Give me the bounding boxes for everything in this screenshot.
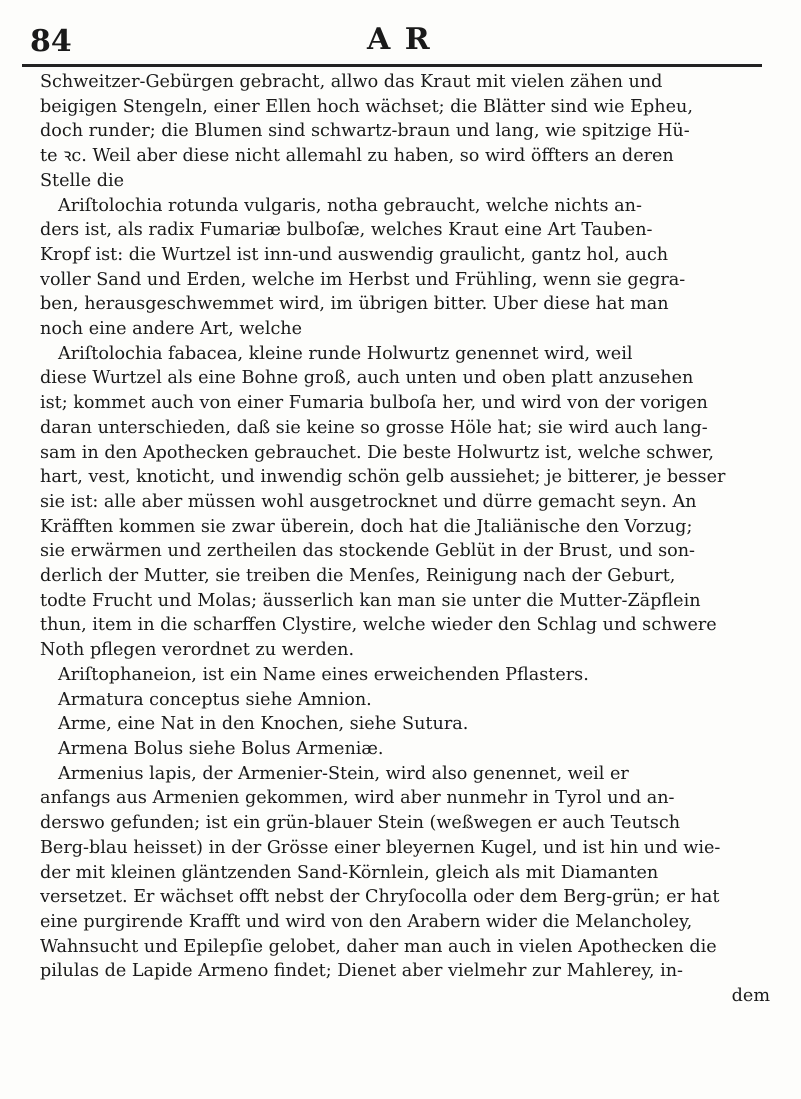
entry-line: Ariſtophaneion, ist ein Name eines erweichenden Pflasters. (58, 664, 589, 685)
running-head: A R (367, 22, 432, 57)
text-line: ders ist, als radix Fumariæ bulboſæ, welches Kraut eine Art Tauben- (40, 220, 653, 241)
entry-line: Ariſtolochia rotunda vulgaris, notha gebraucht, welche nichts an- (58, 195, 642, 216)
text-line: thun, item in die scharffen Clystire, welche wieder den Schlag und schwere (40, 615, 717, 636)
text-line: diese Wurtzel als eine Bohne groß, auch unten und oben platt anzusehen (40, 368, 694, 389)
text-line: noch eine andere Art, welche (40, 319, 303, 340)
text-line: te ꝛc. Weil aber diese nicht allemahl zu haben, so wird öffters an deren (40, 146, 674, 167)
body-text (40, 70, 770, 1009)
text-line: voller Sand und Erden, welche im Herbst und Frühling, wenn sie gegra- (40, 269, 686, 290)
text-line: eine purgirende Krafft und wird von den Arabern wider die Melancholey, (40, 911, 693, 932)
entry-line: Arme, eine Nat in den Knochen, siehe Sutura. (58, 714, 469, 735)
text-line: Wahnsucht und Epilepſie gelobet, daher man auch in vielen Apothecken die (40, 936, 717, 957)
entry-line: Armena Bolus siehe Bolus Armeniæ. (58, 738, 384, 759)
entry-line: Ariſtolochia fabacea, kleine runde Holwurtz genennet wird, weil (58, 343, 633, 364)
entry-line: Armenius lapis, der Armenier-Stein, wird also genennet, weil er (58, 763, 629, 784)
text-line: hart, vest, knoticht, und inwendig schön gelb aussiehet; je bitterer, je besser (40, 467, 726, 488)
text-line: anfangs aus Armenien gekommen, wird aber nunmehr in Tyrol und an- (40, 788, 675, 809)
text-line: pilulas de Lapide Armeno findet; Dienet aber vielmehr zur Mahlerey, in- (40, 961, 683, 982)
text-line: beigigen Stengeln, einer Ellen hoch wächset; die Blätter sind wie Epheu, (40, 96, 693, 117)
text-line: doch runder; die Blumen sind schwartz-braun und lang, wie spitzige Hü- (40, 121, 690, 142)
text-line: der mit kleinen gläntzenden Sand-Körnlein, gleich als mit Diamanten (40, 862, 659, 883)
text-line: Kräfften kommen sie zwar überein, doch hat die Jtaliänische den Vorzug; (40, 516, 693, 537)
text-line: daran unterschieden, daß sie keine so grosse Höle hat; sie wird auch lang- (40, 417, 708, 438)
text-line: sam in den Apothecken gebrauchet. Die beste Holwurtz ist, welche schwer, (40, 442, 714, 463)
text-line: derlich der Mutter, sie treiben die Menſes, Reinigung nach der Geburt, (40, 566, 676, 587)
text-line: Stelle die (40, 170, 125, 191)
text-line: Kropf ist: die Wurtzel ist inn-und auswendig graulicht, gantz hol, auch (40, 244, 669, 265)
text-line: Noth pflegen verordnet zu werden. (40, 640, 355, 661)
catchword: dem (731, 986, 770, 1007)
text-line: Berg-blau heisset) in der Grösse einer bleyernen Kugel, und ist hin und wie- (40, 837, 721, 858)
entry-line: Armatura conceptus siehe Amnion. (58, 689, 372, 710)
page-number: 84 (30, 24, 72, 59)
text-line: versetzet. Er wächset offt nebst der Chryſocolla oder dem Berg-grün; er hat (40, 887, 720, 908)
text-line: derswo gefunden; ist ein grün-blauer Stein (weßwegen er auch Teutsch (40, 813, 681, 834)
text-line: todte Frucht und Molas; äusserlich kan man sie unter die Mutter-Zäpflein (40, 590, 701, 611)
text-line: ben, herausgeschwemmet wird, im übrigen bitter. Uber diese hat man (40, 294, 669, 315)
text-line: sie ist: alle aber müssen wohl ausgetrocknet und dürre gemacht seyn. An (40, 491, 697, 512)
text-line: Schweitzer-Gebürgen gebracht, allwo das Kraut mit vielen zähen und (40, 72, 663, 92)
text-line: ist; kommet auch von einer Fumaria bulboſa her, und wird von der vorigen (40, 393, 708, 414)
page-header (22, 22, 762, 62)
text-line: sie erwärmen und zertheilen das stockende Geblüt in der Brust, und son- (40, 541, 696, 562)
header-rule (22, 64, 762, 67)
